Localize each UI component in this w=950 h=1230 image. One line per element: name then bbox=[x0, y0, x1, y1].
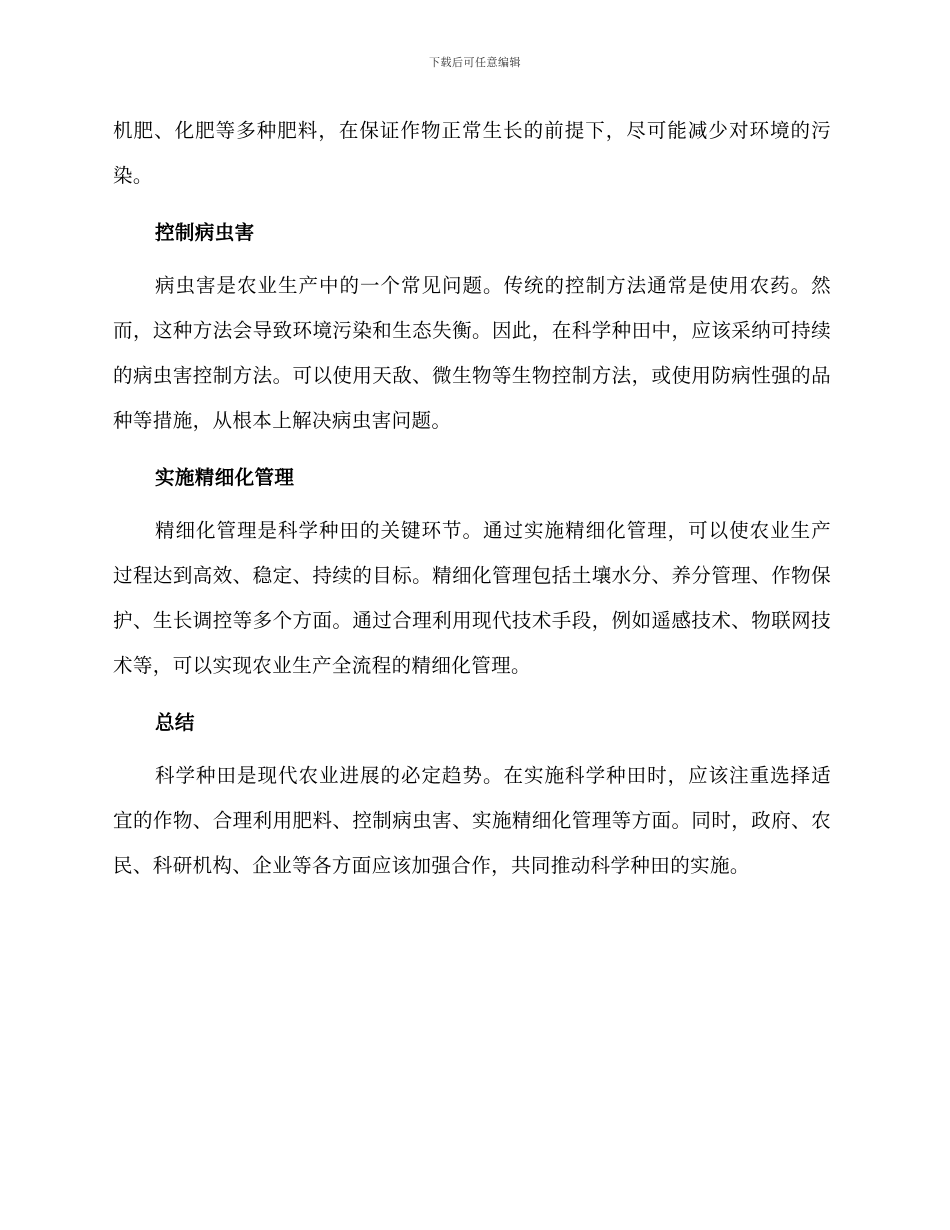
section-paragraph-summary: 科学种田是现代农业进展的必定趋势。在实施科学种田时，应该注重选择适宜的作物、合理利用肥料、控制病虫害、实施精细化管理等方面。同时，政府、农民、科研机构、企业等各方面应该加强合作，共同推动科学种田的实施。 bbox=[113, 764, 831, 877]
section-heading-fine-management: 实施精细化管理 bbox=[155, 466, 295, 489]
page-header: 下载后可任意编辑 bbox=[429, 56, 521, 69]
document-body bbox=[113, 108, 831, 888]
section-paragraph-pest-control: 病虫害是农业生产中的一个常见问题。传统的控制方法通常是使用农药。然而，这种方法会导致环境污染和生态失衡。因此，在科学种田中，应该采纳可持续的病虫害控制方法。可以使用天敌、微生物等生物控制方法，或使用防病性强的品种等措施，从根本上解决病虫害问题。 bbox=[113, 274, 831, 432]
section-heading-pest-control: 控制病虫害 bbox=[155, 221, 255, 244]
section-heading-summary: 总结 bbox=[155, 711, 195, 734]
section-paragraph-fine-management: 精细化管理是科学种田的关键环节。通过实施精细化管理，可以使农业生产过程达到高效、稳定、持续的目标。精细化管理包括土壤水分、养分管理、作物保护、生长调控等多个方面。通过合理利用现代技术手段，例如遥感技术、物联网技术等，可以实现农业生产全流程的精细化管理。 bbox=[113, 519, 831, 677]
intro-continuation-paragraph: 机肥、化肥等多种肥料，在保证作物正常生长的前提下，尽可能减少对环境的污染。 bbox=[113, 119, 831, 187]
